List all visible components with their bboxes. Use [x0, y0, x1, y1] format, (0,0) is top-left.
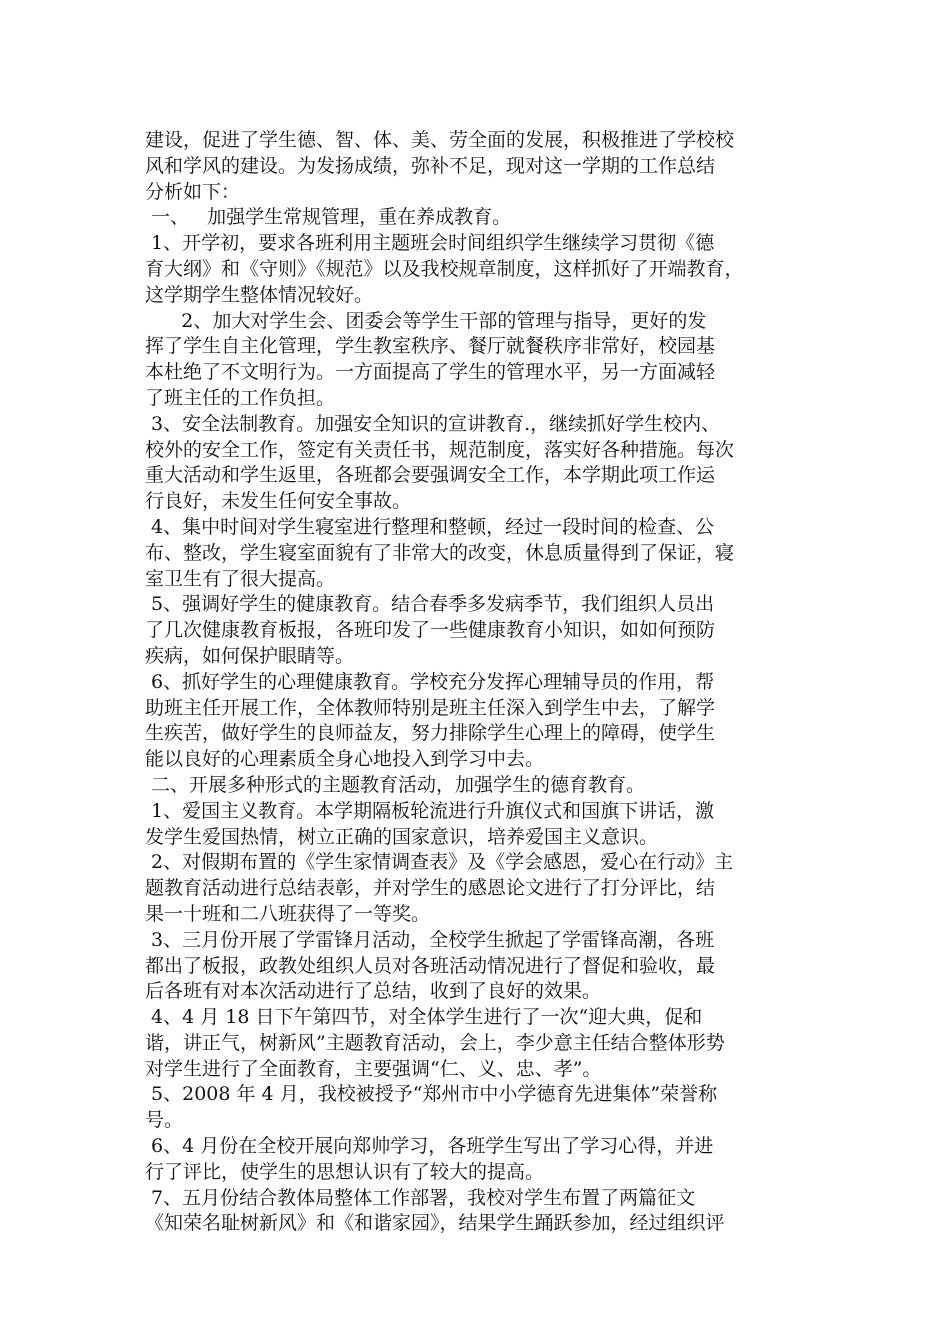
text-line: 重大活动和学生返里，各班都会要强调安全工作，本学期此项工作运 — [145, 464, 716, 487]
text-line: 能以良好的心理素质全身心地投入到学习中去。 — [145, 748, 545, 771]
text-line: 谐，讲正气，树新风”主题教育活动，会上，李少意主任结合整体形势 — [145, 1031, 725, 1054]
text-line: 一、 加强学生常规管理，重在养成教育。 — [145, 206, 512, 229]
text-line: 5、2008 年 4 月，我校被授予“郑州市中小学德育先进集体”荣誉称 — [145, 1083, 718, 1106]
text-line: 4、集中时间对学生寝室进行整理和整顿，经过一段时间的检查、公 — [145, 515, 715, 538]
text-line: 5、强调好学生的健康教育。结合春季多发病季节，我们组织人员出 — [145, 593, 715, 616]
text-line: 本杜绝了不文明行为。一方面提高了学生的管理水平，另一方面减轻 — [145, 361, 716, 384]
text-line: 育大纲》和《守则》《规范》以及我校规章制度，这样抓好了开端教育， — [145, 257, 744, 280]
text-line: 建设，促进了学生德、智、体、美、劳全面的发展，积极推进了学校校 — [145, 129, 735, 151]
text-line: 了几次健康教育板报，各班印发了一些健康教育小知识，如如何预防 — [145, 619, 716, 642]
text-line: 对学生进行了全面教育，主要强调“仁、义、忠、孝”。 — [145, 1057, 602, 1080]
text-line: 3、三月份开展了学雷锋月活动，全校学生掀起了学雷锋高潮，各班 — [145, 928, 715, 951]
text-line: 风和学风的建设。为发扬成绩，弥补不足，现对这一学期的工作总结 — [145, 154, 716, 177]
text-line: 6、抓好学生的心理健康教育。学校充分发挥心理辅导员的作用，帮 — [145, 670, 715, 693]
text-line: 分析如下： — [145, 180, 241, 203]
text-line: 果一十班和二八班获得了一等奖。 — [145, 902, 431, 925]
text-line: 4、4 月 18 日下午第四节，对全体学生进行了一次“迎大典，促和 — [145, 1006, 703, 1029]
text-line: 2、对假期布置的《学生家情调查表》及《学会感恩，爱心在行动》主 — [145, 851, 734, 874]
document-page — [145, 128, 805, 1237]
text-line: 1、爱国主义教育。本学期隔板轮流进行升旗仪式和国旗下讲话，激 — [145, 799, 715, 822]
text-line: 行良好，未发生任何安全事故。 — [145, 490, 412, 513]
text-line: 后各班有对本次活动进行了总结，收到了良好的效果。 — [145, 980, 602, 1003]
text-line: 1、开学初，要求各班利用主题班会时间组织学生继续学习贯彻《德 — [145, 232, 715, 255]
text-line: 这学期学生整体情况较好。 — [145, 283, 374, 306]
text-line: 了班主任的工作负担。 — [145, 386, 336, 409]
text-line: 布、整改，学生寝室面貌有了非常大的改变，休息质量得到了保证，寝 — [145, 541, 735, 564]
text-line: 7、五月份结合教体局整体工作部署，我校对学生布置了两篇征文 — [145, 1186, 696, 1209]
text-line: 助班主任开展工作，全体教师特别是班主任深入到学生中去，了解学 — [145, 696, 716, 719]
text-line: 挥了学生自主化管理，学生教室秩序、餐厅就餐秩序非常好，校园基 — [145, 335, 716, 358]
text-line: 二、开展多种形式的主题教育活动，加强学生的德育教育。 — [145, 773, 646, 796]
text-line: 发学生爱国热情，树立正确的国家意识，培养爱国主义意识。 — [145, 825, 659, 848]
text-line: 室卫生有了很大提高。 — [145, 567, 336, 590]
text-line: 行了评比，使学生的思想认识有了较大的提高。 — [145, 1160, 545, 1183]
text-line: 疾病，如何保护眼睛等。 — [145, 644, 355, 667]
text-line: 3、安全法制教育。加强安全知识的宣讲教育.，继续抓好学生校内、 — [145, 412, 721, 435]
text-line: 都出了板报，政教处组织人员对各班活动情况进行了督促和验收，最 — [145, 954, 716, 977]
text-line: 生疾苦，做好学生的良师益友，努力排除学生心理上的障碍，使学生 — [145, 722, 716, 745]
text-line: 题教育活动进行总结表彰，并对学生的感恩论文进行了打分评比，结 — [145, 877, 716, 900]
text-line: 校外的安全工作，签定有关责任书，规范制度，落实好各种措施。每次 — [145, 438, 735, 461]
text-line: 2、加大对学生会、团委会等学生干部的管理与指导，更好的发 — [145, 309, 707, 332]
text-line: 号。 — [145, 1109, 184, 1132]
text-line: 6、4 月份在全校开展向郑帅学习，各班学生写出了学习心得，并进 — [145, 1135, 714, 1158]
text-line: 《知荣名耻树新风》和《和谐家园》，结果学生踊跃参加，经过组织评 — [145, 1212, 725, 1235]
